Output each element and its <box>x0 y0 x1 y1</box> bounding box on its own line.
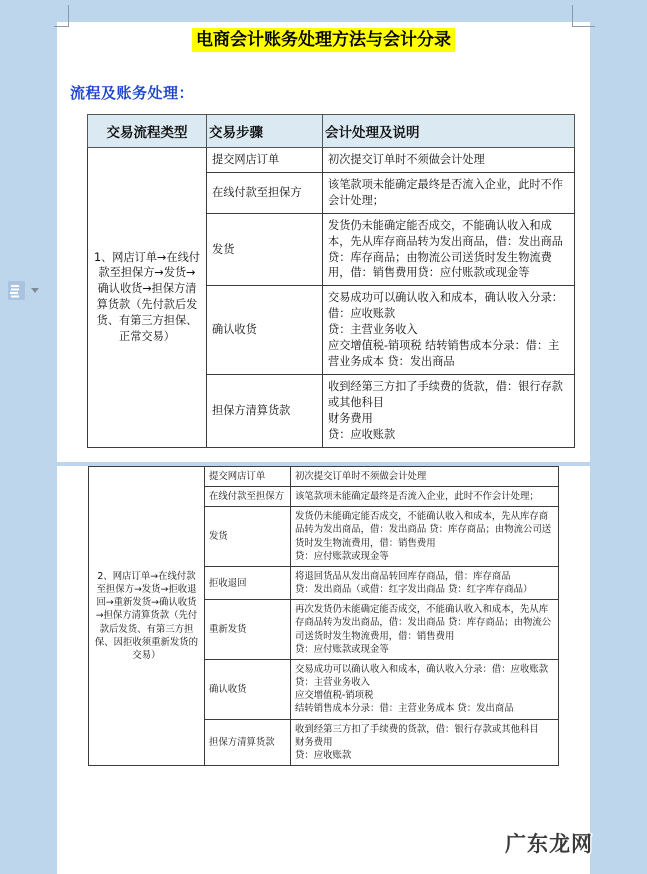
table-two-step-cell: 在线付款至担保方 <box>205 487 291 507</box>
table-two-description-cell <box>291 719 559 765</box>
table-one-step-cell: 担保方清算货款 <box>207 374 323 447</box>
section-heading: 流程及账务处理： <box>70 84 195 102</box>
table-one-description-line: 发货仍未能确定能否成交，不能确认收入和成本，先从库存商品转为发出商品，借：发出商品 贷：库存商品；由物流公司送货时发生物流费用，借：销售费用贷：应付账款或现金等 <box>328 218 567 280</box>
table-one-description-line: 应交增值税-销项税 结转销售成本分录：借：主营业务成本 贷：发出商品 <box>328 339 560 368</box>
document-icon[interactable] <box>8 281 25 300</box>
page-title-text: 电商会计账务处理方法与会计分录 <box>192 28 455 52</box>
table-two-description-line: 初次提交订单时不须做会计处理 <box>295 471 427 482</box>
table-two-description-cell <box>291 566 559 599</box>
table-two-step-cell: 提交网店订单 <box>205 467 291 487</box>
column-header-step: 交易步骤 <box>207 115 323 148</box>
page-title <box>0 28 647 53</box>
table-one-description-line: 交易成功可以确认收入和成本，确认收入分录：借：应收账款 <box>328 291 563 321</box>
table-one-description-cell <box>323 148 575 173</box>
table-one-description-cell <box>323 213 575 286</box>
table-two-description-line: 贷：主营业务收入 <box>295 677 371 689</box>
table-two-description-cell <box>291 467 559 487</box>
table-two-description-line: 贷：发出商品（或借：红字发出商品 贷：红字库存商品） <box>295 584 533 596</box>
table-one-description-line: 贷：应收账款 <box>328 427 396 441</box>
flow-table-one <box>87 114 575 448</box>
table-two-description-line: 交易成功可以确认收入和成本，确认收入分录：借：应收账款 <box>295 663 549 675</box>
watermark: 广东龙网 <box>505 832 593 856</box>
table-one-description-cell <box>323 374 575 447</box>
table-row <box>88 148 575 173</box>
table-one-description-line: 贷：主营业务收入 <box>328 323 418 337</box>
table-two-description-line: 该笔款项未能确定最终是否流入企业，此时不作会计处理； <box>295 491 539 503</box>
flow-table-two <box>88 466 559 766</box>
table-two-step-cell: 拒收退回 <box>205 566 291 599</box>
table-one-step-cell: 确认收货 <box>207 286 323 375</box>
table-one-description-cell <box>323 286 575 375</box>
table-one-step-cell: 在线付款至担保方 <box>207 172 323 213</box>
table-one-step-cell: 提交网店订单 <box>207 148 323 173</box>
table-one-description-cell <box>323 172 575 213</box>
chevron-down-icon[interactable] <box>31 288 39 293</box>
table-two-description-line: 贷：应收账款 <box>295 749 352 761</box>
table-two-description-line: 再次发货仍未能确定能否成交，不能确认收入和成本，先从库存商品转为发出商品，借：发出商品 贷：库存商品；由物流公司送货时发生物流费用，借：销售费用 <box>295 604 552 642</box>
table-two-step-cell: 确认收货 <box>205 659 291 719</box>
table-one-description-line: 财务费用 <box>328 411 373 425</box>
table-two-step-cell: 担保方清算货款 <box>205 719 291 765</box>
column-header-description: 会计处理及说明 <box>323 115 575 148</box>
table-two-description-line: 结转销售成本分录：借：主营业务成本 贷：发出商品 <box>295 703 514 715</box>
table-one-description-line: 该笔款项未能确定最终是否流入企业，此时不作会计处理； <box>328 177 563 207</box>
table-two-description-line: 贷：应付账款或现金等 <box>295 550 389 562</box>
table-two-flow-type-cell: 2、网店订单→在线付款至担保方→发货→拒收退回→重新发货→确认收货→担保方清算货款（先付款后发货、有第三方担保、因拒收须重新发货的交易） <box>89 467 205 766</box>
table-header-row <box>88 115 575 148</box>
table-two-description-cell <box>291 507 559 567</box>
table-two-step-cell: 发货 <box>205 507 291 567</box>
gutter-object-control[interactable] <box>8 281 39 300</box>
table-two-description-cell <box>291 659 559 719</box>
column-header-flow-type: 交易流程类型 <box>88 115 207 148</box>
table-one-step-cell: 发货 <box>207 213 323 286</box>
table-two-description-cell <box>291 600 559 660</box>
table-two-description-line: 财务费用 <box>295 736 333 748</box>
table-two-description-line: 发货仍未能确定能否成交，不能确认收入和成本，先从库存商品转为发出商品，借：发出商品 贷：库存商品；由物流公司送货时发生物流费用，借：销售费用 <box>295 511 552 549</box>
table-two-step-cell: 重新发货 <box>205 600 291 660</box>
table-one-flow-type-cell: 1、网店订单→在线付款至担保方→发货→确认收货→担保方清算货款（先付款后发货、有第三方担保、正常交易） <box>88 148 207 448</box>
table-two-description-line: 应交增值税-销项税 <box>295 690 374 702</box>
table-two-description-line: 贷：应付账款或现金等 <box>295 643 389 655</box>
table-one-description-line: 初次提交订单时不须做会计处理 <box>328 153 485 166</box>
table-two-description-line: 将退回货品从发出商品转回库存商品，借：库存商品 <box>295 570 511 582</box>
table-two-description-cell <box>291 487 559 507</box>
table-row <box>89 467 559 487</box>
table-two-description-line: 收到经第三方扣了手续费的货款，借：银行存款或其他科目 <box>295 723 539 735</box>
table-one-description-line: 收到经第三方扣了手续费的货款，借：银行存款或其他科目 <box>328 379 563 409</box>
